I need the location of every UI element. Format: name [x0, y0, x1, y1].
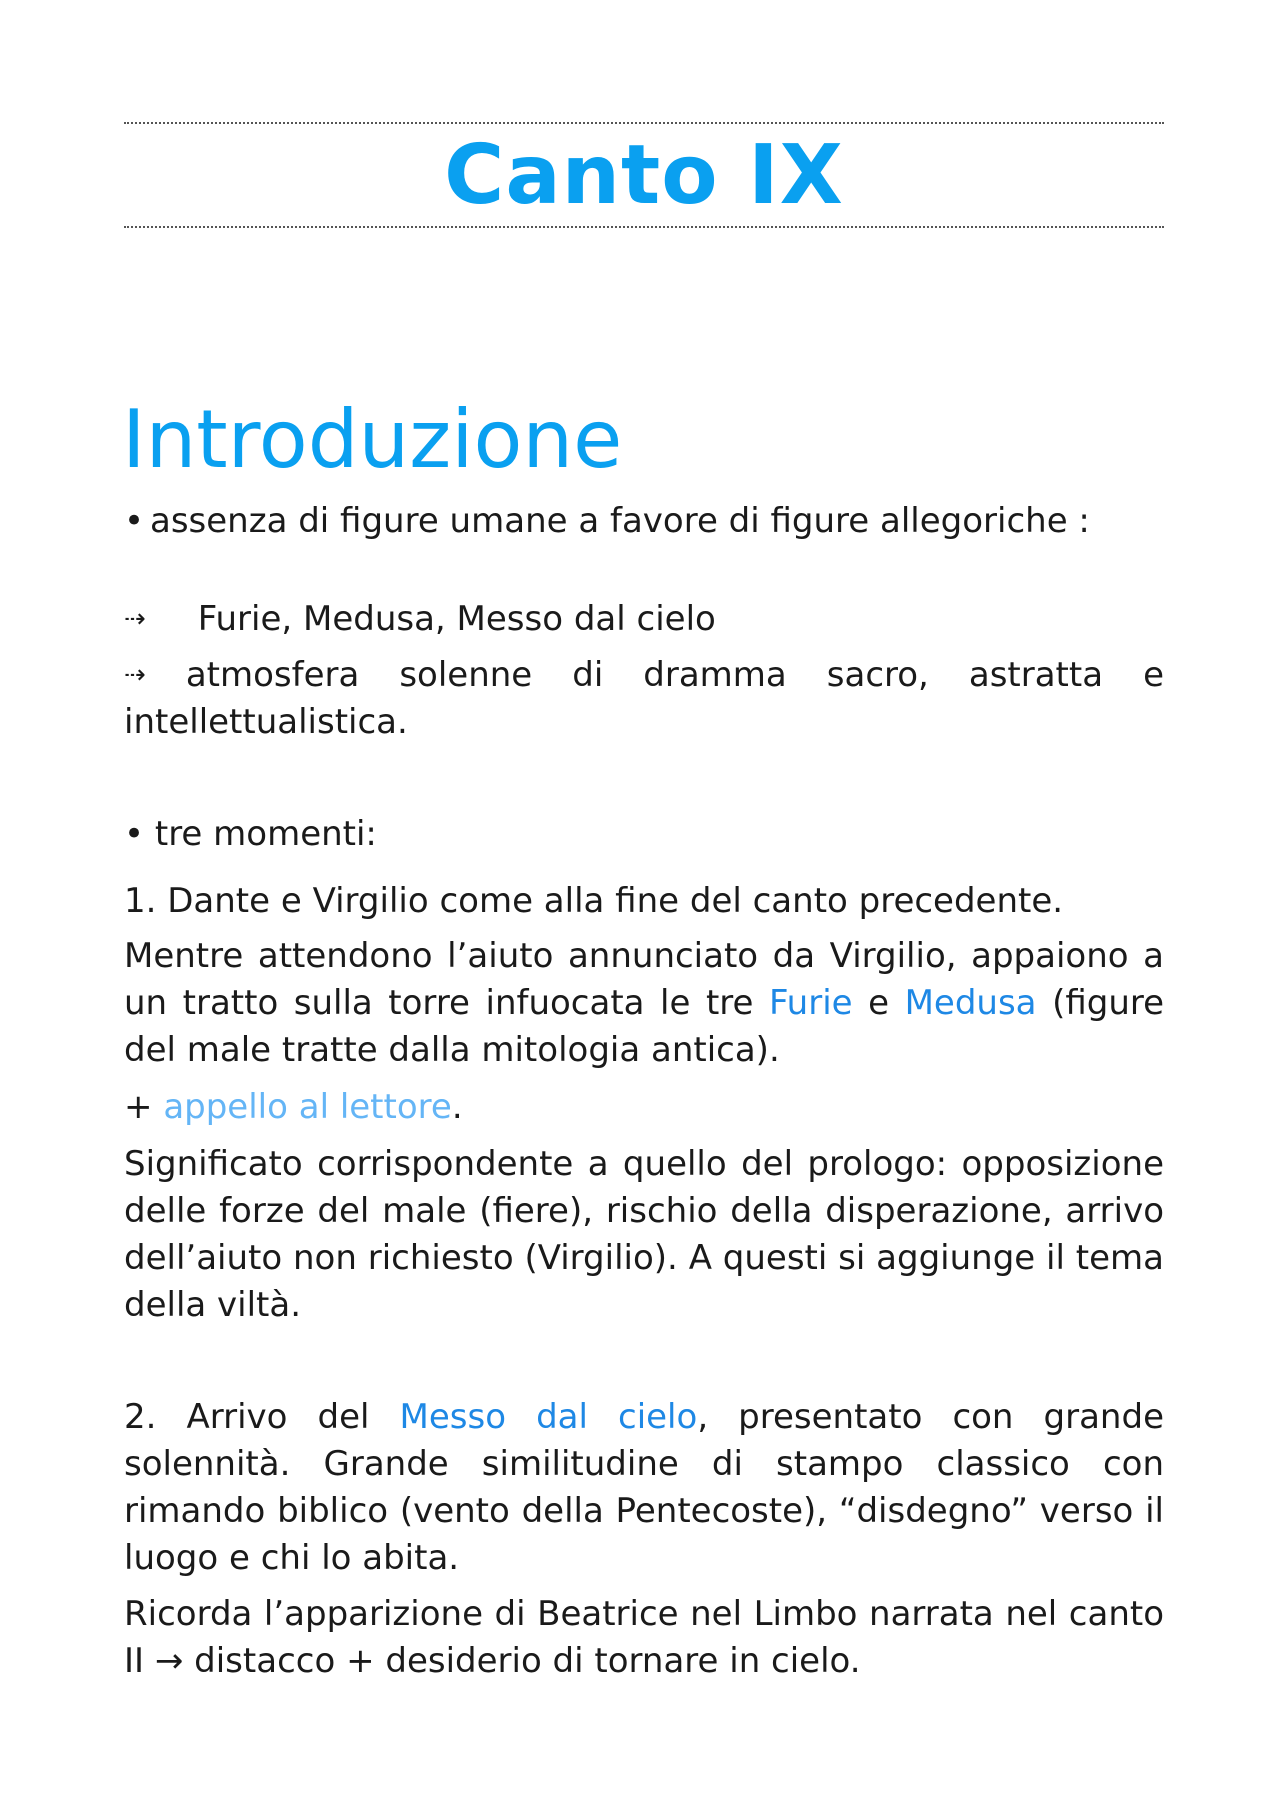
point-1-paragraph [124, 933, 1164, 1074]
ricorda-paragraph: Ricorda l’apparizione di Beatrice nel Limbo narrata nel canto II → distacco + desiderio di tornare in cielo. [124, 1594, 1164, 1681]
title-top-rule [124, 122, 1164, 124]
point-1-heading: 1. Dante e Virgilio come alla fine del canto precedente. [124, 881, 1064, 921]
dashed-arrow-icon: ⇢ [124, 660, 146, 690]
paragraph-text: 2. Arrivo del [124, 1397, 370, 1437]
highlight-appello-al-lettore: appello al lettore [163, 1087, 452, 1127]
significato-paragraph: Significato corrispondente a quello del prologo: opposizione delle forze del male (fiere), rischio della disperazione, arrivo dell’aiuto non richiesto (Virgilio). A questi si aggiunge il tema della viltà. [124, 1144, 1164, 1325]
period: . [451, 1087, 463, 1127]
bullet-item-assenza [124, 498, 1164, 545]
arrow-item-text: Furie, Medusa, Messo dal cielo [197, 599, 716, 639]
paragraph-text: , presentato con grande solennità. Grande similitudine di stampo classico con rimando biblico (vento della Pentecoste), “disdegno” verso il luogo e chi lo abita. [124, 1397, 1164, 1578]
dashed-arrow-icon: ⇢ [124, 604, 146, 634]
page-title: Canto IX [444, 128, 844, 223]
paragraph-text: Mentre attendono l’aiuto annunciato da Virgilio, appaiono a un tratto sulla torre infuocata le tre [124, 936, 1164, 1023]
arrow-item-figure [124, 596, 1164, 643]
arrow-item-atmosfera [124, 652, 1164, 746]
plus-sign: + [124, 1087, 153, 1127]
paragraph-text: (figure del male tratte dalla mitologia antica). [124, 983, 1165, 1070]
title-bottom-rule [124, 226, 1164, 228]
highlight-furie: Furie [768, 983, 853, 1023]
bullet-item-text: assenza di figure umane a favore di figure allegoriche : [150, 501, 1090, 541]
arrow-item-text: atmosfera solenne di dramma sacro, astratta e intellettualistica. [124, 655, 1164, 742]
point-2-paragraph [124, 1394, 1164, 1582]
highlight-messo-dal-cielo: Messo dal cielo [399, 1397, 698, 1437]
appello-line [124, 1084, 1164, 1131]
bullet-icon: • [124, 501, 145, 541]
section-heading-introduzione: Introduzione [122, 393, 623, 486]
bullet-item-tre-momenti: • tre momenti: [124, 814, 377, 854]
highlight-medusa: Medusa [904, 983, 1037, 1023]
paragraph-text: e [868, 983, 890, 1023]
